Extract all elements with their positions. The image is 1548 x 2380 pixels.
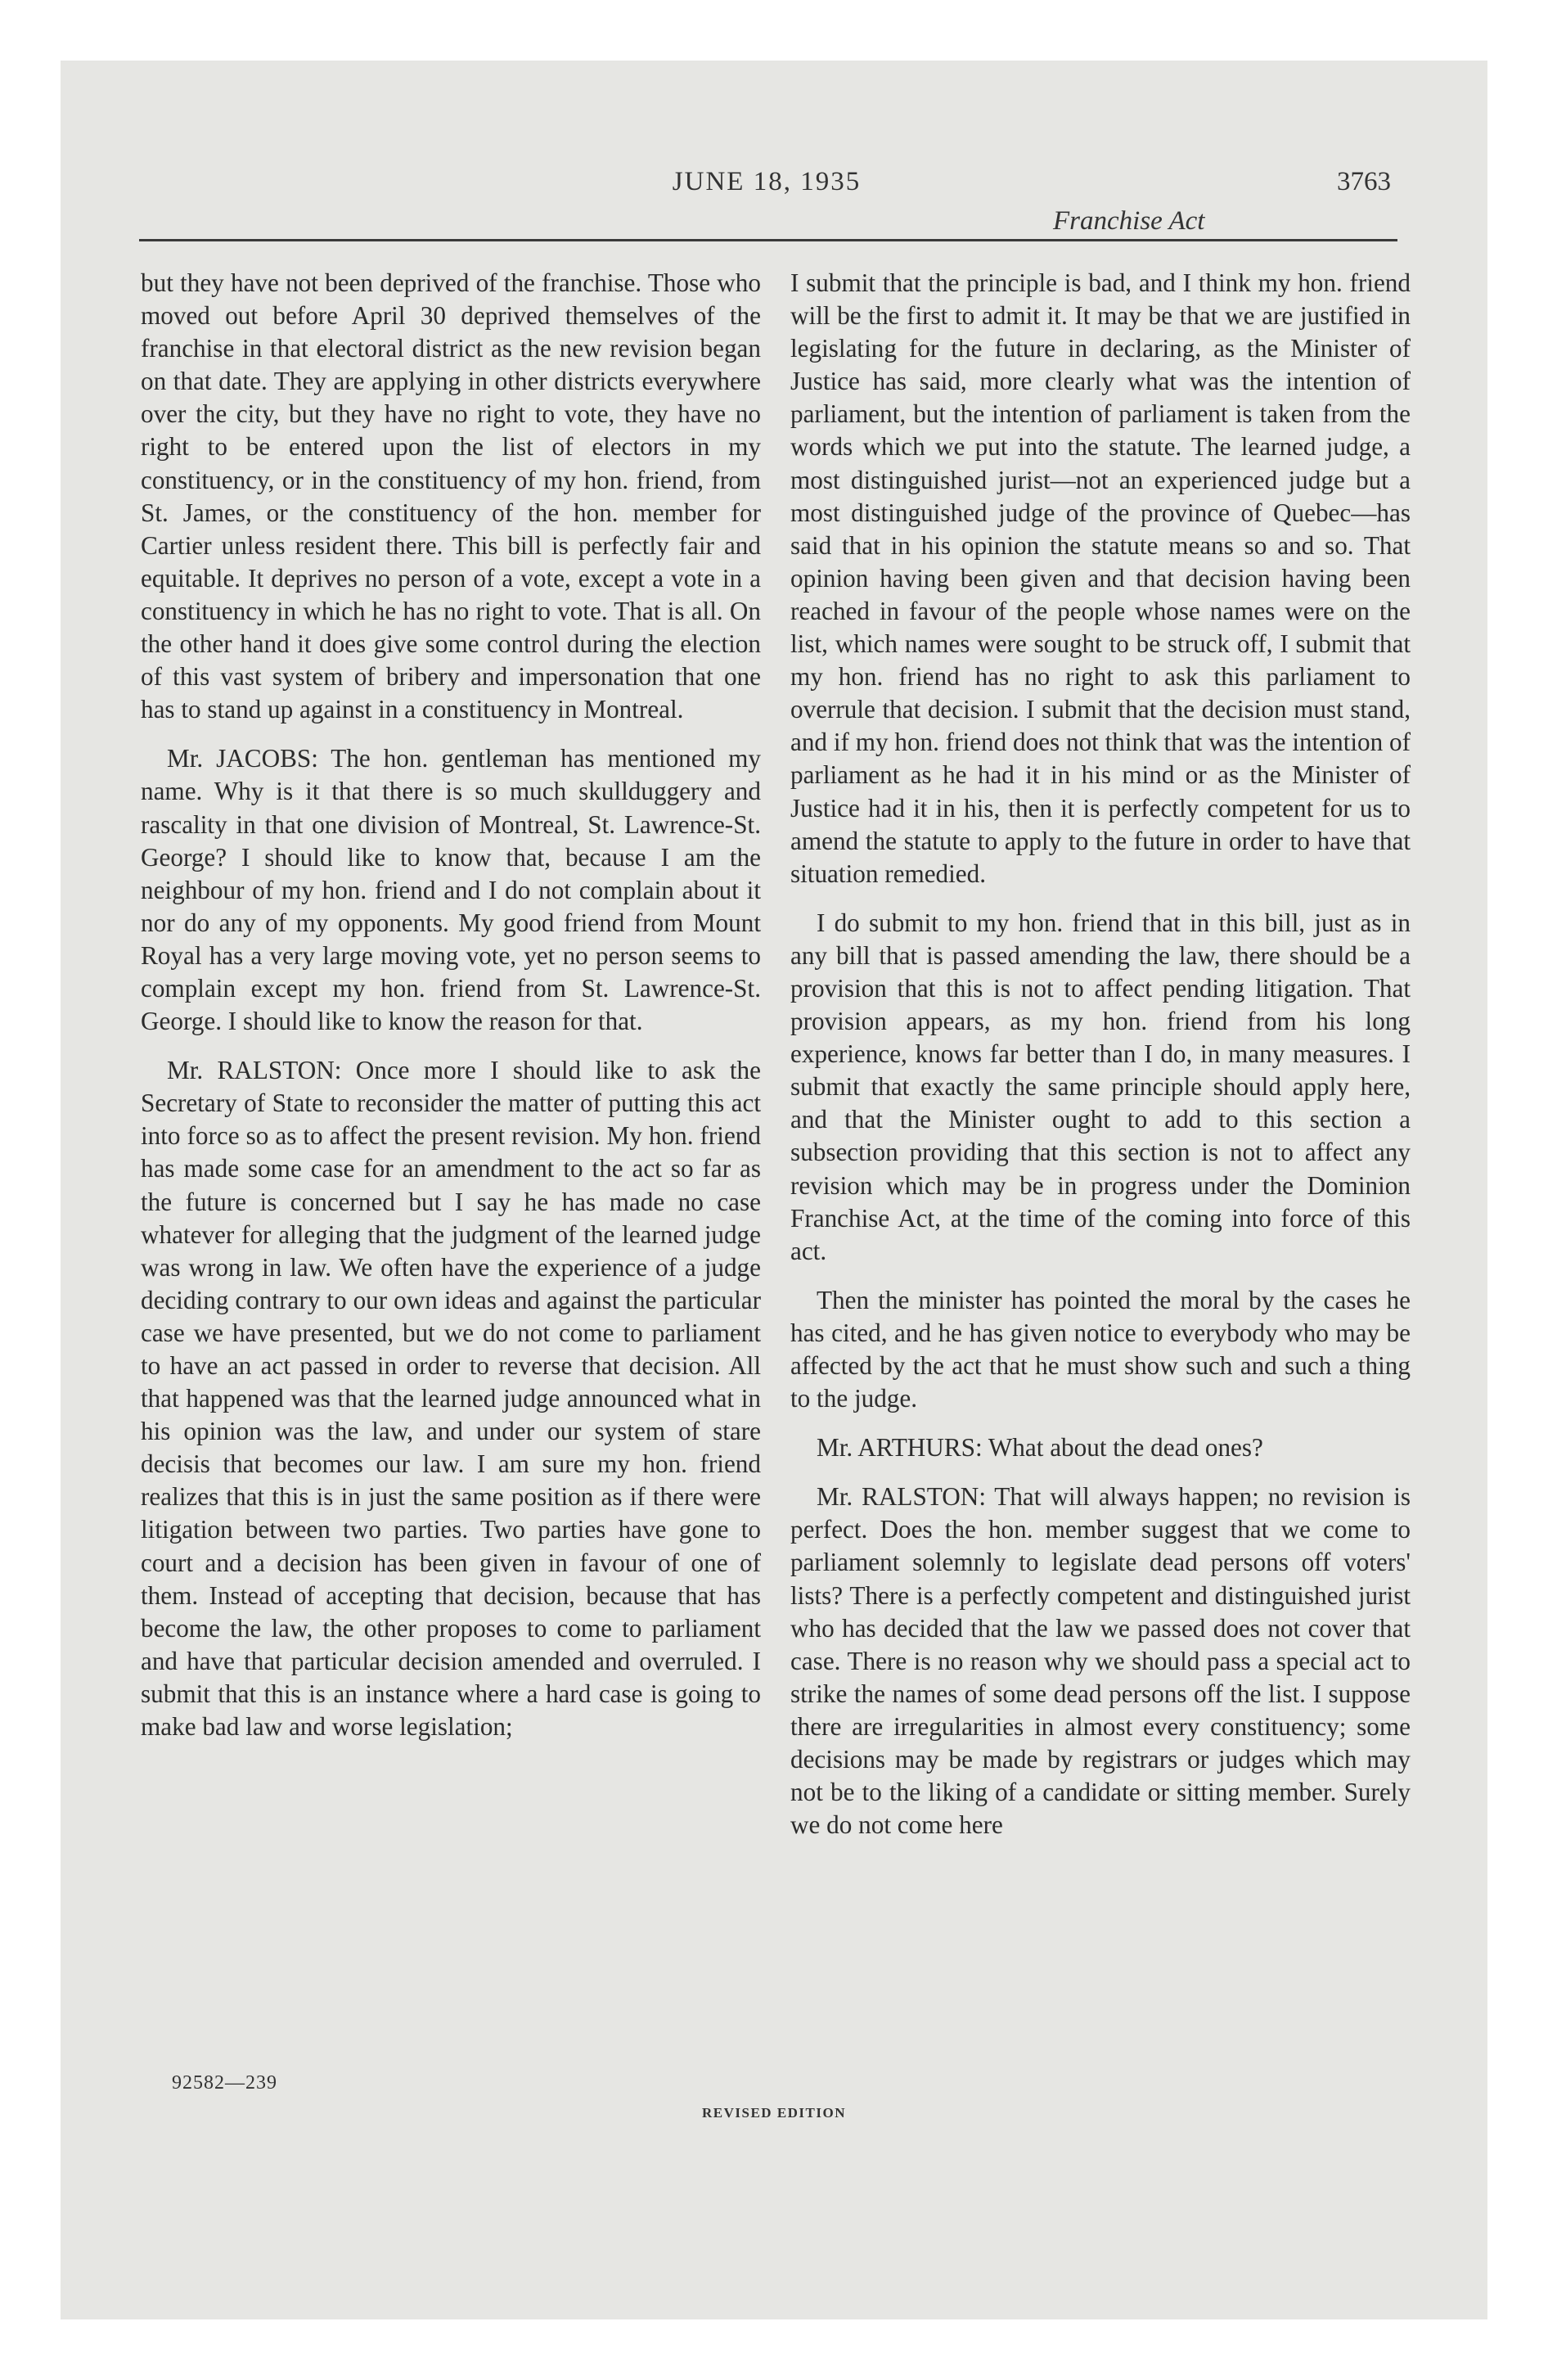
header-rule — [139, 239, 1397, 241]
paragraph: I submit that the principle is bad, and I think my hon. friend will be the first to admit it. It may be that we are justified in legislating for the future in declaring, as the Minister of Justice has said, more clearly what was the intention of parliament, but the intention of parliament is taken from the words which we put into the statute. The learned judge, a most distinguished jurist—not an experienced judge but a most distinguished judge of the province of Quebec—has said that in his opinion the statute means so and so. That opinion having been given and that decision having been reached in favour of the people whose names were on the list, which names were sought to be struck off, I submit that my hon. friend has no right to ask this parliament to overrule that decision. I submit that the decision must stand, and if my hon. friend does not think that was the intention of parliament as he had it in his mind or as the Minister of Justice had it in his, then it is perfectly competent for us to amend the statute to apply to the future in order to have that situation remedied. — [790, 268, 1411, 888]
edition-label: REVISED EDITION — [701, 2105, 846, 2121]
page-number: 3763 — [1337, 167, 1391, 196]
header-date: JUNE 18, 1935 — [672, 167, 862, 196]
print-code: 92582—239 — [172, 2072, 277, 2094]
paragraph: Mr. ARTHURS: What about the dead ones? — [817, 1433, 1263, 1463]
paragraph: Mr. RALSTON: Once more I should like to ask the Secretary of State to reconsider the matter of putting this act into force so as to affect the present revision. My hon. friend has made some case for an amendment to the act so far as the future is concerned but I say he has made no case whatever for alleging that the judgment of the learned judge was wrong in law. We often have the experience of a judge deciding contrary to our own ideas and against the particular case we have presented, but we do not come to parliament to have an act passed in order to reverse that decision. All that happened was that the learned judge announced what in his opinion was the law, and under our system of stare decisis that becomes our law. I am sure my hon. friend realizes that this is in just the same position as if there were litigation between two parties. Two parties have gone to court and a decision has been given in favour of one of them. Instead of accepting that decision, because that has become the law, the other proposes to come to parliament and have that particular decision amended and overruled. I submit that this is an instance where a hard case is going to make bad law and worse legislation; — [141, 1056, 761, 1742]
paragraph: but they have not been deprived of the franchise. Those who moved out before April 30 deprived themselves of the franchise in that electoral district as the new revision began on that date. They are applying in other districts everywhere over the city, but they have no right to vote, they have no right to be entered upon the list of electors in my constituency, or in the constituency of my hon. friend, from St. James, or the constituency of the hon. member for Cartier unless resident there. This bill is perfectly fair and equitable. It deprives no person of a vote, except a vote in a constituency in which he has no right to vote. That is all. On the other hand it does give some control during the election of this vast system of bribery and impersonation that one has to stand up against in a constituency in Montreal. — [141, 268, 761, 724]
page-header — [142, 167, 1391, 265]
right-column — [790, 267, 1411, 1858]
paragraph: Mr. JACOBS: The hon. gentleman has mentioned my name. Why is it that there is so much skullduggery and rascality in that one division of Montreal, St. Lawrence-St. George? I should like to know that, because I am the neighbour of my hon. friend and I do not complain about it nor do any of my opponents. My good friend from Mount Royal has a very large moving vote, yet no person seems to complain except my hon. friend from St. Lawrence-St. George. I should like to know the reason for that. — [141, 744, 761, 1036]
paragraph: Then the minister has pointed the moral by the cases he has cited, and he has given notice to everybody who may be affected by the act that he must show such and such a thing to the judge. — [790, 1285, 1411, 1413]
left-column — [141, 267, 761, 1760]
paragraph: Mr. RALSTON: That will always happen; no revision is perfect. Does the hon. member suggest that we come to parliament solemnly to legislate dead persons off voters' lists? There is a perfectly competent and distinguished jurist who has decided that the law we passed does not cover that case. There is no reason why we should pass a special act to strike the names of some dead persons off the list. I suppose there are irregularities in almost every constituency; some decisions may be made by registrars or judges which may not be to the liking of a candidate or sitting member. Surely we do not come here — [790, 1482, 1411, 1840]
page-scan — [61, 61, 1487, 2319]
paragraph: I do submit to my hon. friend that in this bill, just as in any bill that is passed amending the law, there should be a provision that this is not to affect pending litigation. That provision appears, as my hon. friend from his long experience, knows far better than I do, in many measures. I submit that exactly the same principle should apply here, and that the Minister ought to add to this section a subsection providing that this section is not to affect any revision which may be in progress under the Dominion Franchise Act, at the time of the coming into force of this act. — [790, 908, 1411, 1265]
section-title: Franchise Act — [1053, 206, 1205, 236]
